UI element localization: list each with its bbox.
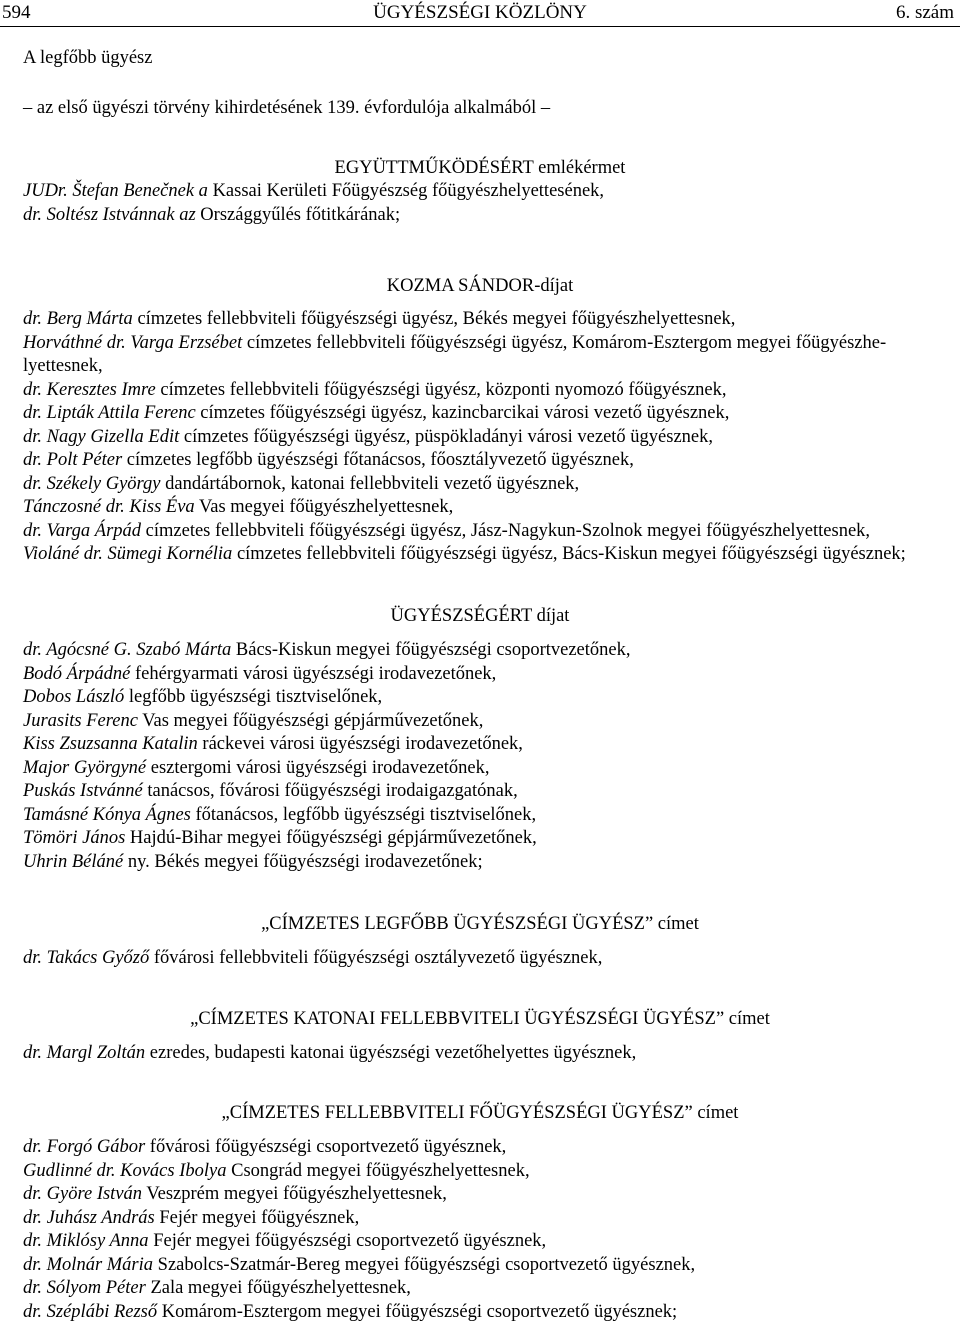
person-name: dr. Takács Győző	[23, 948, 150, 968]
person-name: dr. Széplábi Rezső	[23, 1301, 158, 1322]
section-list	[23, 308, 953, 567]
section-list	[23, 1042, 953, 1066]
section-list	[23, 1136, 953, 1324]
section-list	[23, 180, 953, 227]
journal-title: ÜGYÉSZSÉGI KÖZLÖNY	[373, 2, 587, 23]
list-item	[23, 402, 953, 426]
list-item	[23, 1277, 953, 1301]
list-item	[23, 1207, 953, 1231]
list-item	[23, 543, 953, 567]
list-item	[23, 686, 953, 710]
list-item	[23, 1042, 953, 1066]
person-name: dr. Berg Márta	[23, 309, 133, 329]
list-item	[23, 204, 953, 228]
person-name: dr. Székely György	[23, 473, 161, 494]
item-text: címzetes fellebbviteli főügyészségi ügyész, Bács-Kiskun megyei főügyészségi ügyésznek;	[232, 544, 906, 564]
person-name: dr. Margl Zoltán	[23, 1043, 146, 1063]
section-heading: KOZMA SÁNDOR-díjat	[386, 276, 574, 296]
list-item	[23, 733, 953, 757]
section-heading: EGYÜTTMŰKÖDÉSÉRT emlékérmet	[334, 158, 626, 178]
list-item	[23, 520, 953, 544]
person-name: Bodó Árpádné	[23, 663, 131, 684]
item-text: Bács-Kiskun megyei főügyészségi csoportvezetőnek,	[231, 640, 631, 660]
item-text: címzetes legfőbb ügyészségi főtanácsos, főosztályvezető ügyésznek,	[122, 450, 634, 470]
intro-title: A legfőbb ügyész	[23, 48, 153, 68]
section-heading: „CÍMZETES LEGFŐBB ÜGYÉSZSÉGI ÜGYÉSZ” címet	[261, 914, 699, 934]
intro-subtitle: – az első ügyészi törvény kihirdetésének 139. évfordulója alkalmából –	[23, 98, 551, 118]
item-text: címzetes főügyészségi ügyész, püspökladányi városi vezető ügyésznek,	[179, 426, 713, 447]
item-text: Szabolcs-Szatmár-Bereg megyei főügyészségi csoportvezető ügyésznek,	[153, 1254, 696, 1275]
person-name: Gudlinné dr. Kovács Ibolya	[23, 1160, 227, 1181]
person-name: Tánczosné dr. Kiss Éva	[23, 497, 195, 517]
list-item	[23, 426, 953, 450]
list-item	[23, 473, 953, 497]
item-text: címzetes fellebbviteli főügyészségi ügyész, Komárom-Esztergom megyei főügyészhe-lyettesnek,	[23, 332, 887, 376]
list-item	[23, 710, 953, 734]
list-item	[23, 332, 953, 379]
list-item	[23, 1301, 953, 1325]
item-text: címzetes fellebbviteli főügyészségi ügyész, Békés megyei főügyészhelyettesnek,	[132, 309, 736, 329]
item-text: Fejér megyei főügyésznek,	[154, 1207, 360, 1228]
person-name: Uhrin Béláné	[23, 851, 124, 872]
person-name: Tamásné Kónya Ágnes	[23, 804, 191, 825]
item-text: fővárosi fellebbviteli főügyészségi osztályvezető ügyésznek,	[149, 948, 603, 968]
person-name: Violáné dr. Sümegi Kornélia	[23, 544, 233, 564]
list-item	[23, 639, 953, 663]
item-text: Vas megyei főügyészhelyettesnek,	[194, 497, 454, 517]
list-item	[23, 663, 953, 687]
item-text: tanácsos, fővárosi főügyészségi irodaigazgatónak,	[142, 781, 518, 801]
item-text: címzetes fellebbviteli főügyészségi ügyész, központi nyomozó főügyésznek,	[155, 379, 727, 400]
item-text: ráckevei városi ügyészségi irodavezetőnek,	[197, 734, 523, 754]
item-text: Országgyűlés főtitkárának;	[195, 204, 401, 225]
list-item	[23, 804, 953, 828]
item-text: főtanácsos, legfőbb ügyészségi tisztviselőnek,	[190, 804, 537, 825]
item-text: Kassai Kerületi Főügyészség főügyészhelyettesének,	[207, 181, 605, 201]
item-text: címzetes fellebbviteli főügyészségi ügyész, Jász-Nagykun-Szolnok megyei főügyészhelyettesnek,	[141, 520, 871, 541]
person-name: dr. Polt Péter	[23, 450, 123, 470]
person-name: dr. Sólyom Péter	[23, 1278, 146, 1298]
item-text: Veszprém megyei főügyészhelyettesnek,	[142, 1184, 447, 1204]
list-item	[23, 449, 953, 473]
list-item	[23, 496, 953, 520]
item-text: Komárom-Esztergom megyei főügyészségi csoportvezető ügyésznek;	[157, 1301, 678, 1322]
list-item	[23, 1230, 953, 1254]
section-list	[23, 639, 953, 874]
person-name: dr. Forgó Gábor	[23, 1137, 146, 1157]
list-item	[23, 1136, 953, 1160]
item-text: Zala megyei főügyészhelyettesnek,	[145, 1278, 411, 1298]
person-name: dr. Agócsné G. Szabó Márta	[23, 640, 232, 660]
section-list	[23, 947, 953, 971]
list-item	[23, 379, 953, 403]
item-text: esztergomi városi ügyészségi irodavezetőnek,	[146, 757, 490, 778]
item-text: ezredes, budapesti katonai ügyészségi vezetőhelyettes ügyésznek,	[145, 1043, 637, 1063]
item-text: Hajdú-Bihar megyei főügyészségi gépjárművezetőnek,	[125, 828, 537, 848]
person-name: dr. Molnár Mária	[23, 1254, 154, 1275]
list-item	[23, 1160, 953, 1184]
person-name: dr. Juhász András	[23, 1207, 155, 1228]
section-heading: „CÍMZETES KATONAI FELLEBBVITELI ÜGYÉSZSÉGI ÜGYÉSZ” címet	[190, 1009, 770, 1029]
list-item	[23, 1183, 953, 1207]
item-text: Fejér megyei főügyészségi csoportvezető ügyésznek,	[148, 1231, 547, 1251]
person-name: Tömöri János	[23, 828, 126, 848]
list-item	[23, 827, 953, 851]
issue-number: 6. szám	[895, 2, 954, 23]
page-header	[0, 0, 960, 27]
person-name: dr. Varga Árpád	[23, 520, 142, 541]
list-item	[23, 180, 953, 204]
person-name: Puskás Istvánné	[23, 781, 143, 801]
section-heading: ÜGYÉSZSÉGÉRT díjat	[390, 606, 570, 626]
list-item	[23, 757, 953, 781]
person-name: dr. Miklósy Anna	[23, 1231, 149, 1251]
person-name: dr. Soltész Istvánnak az	[23, 204, 196, 225]
person-name: Horváthné dr. Varga Erzsébet	[23, 332, 243, 353]
person-name: JUDr. Štefan Benečnek a	[23, 181, 208, 201]
item-text: fehérgyarmati városi ügyészségi irodavezetőnek,	[130, 663, 497, 684]
item-text: Vas megyei főügyészségi gépjárművezetőnek,	[137, 710, 484, 731]
item-text: címzetes főügyészségi ügyész, kazincbarcikai városi vezető ügyésznek,	[195, 403, 730, 423]
list-item	[23, 947, 953, 971]
item-text: legfőbb ügyészségi tisztviselőnek,	[124, 687, 383, 707]
person-name: Kiss Zsuzsanna Katalin	[23, 734, 198, 754]
person-name: dr. Nagy Gizella Edit	[23, 426, 180, 447]
item-text: ny. Békés megyei főügyészségi irodavezetőnek;	[123, 851, 483, 872]
list-item	[23, 1254, 953, 1278]
section-heading: „CÍMZETES FELLEBBVITELI FŐÜGYÉSZSÉGI ÜGYÉSZ” címet	[221, 1103, 739, 1123]
page-number: 594	[2, 2, 31, 23]
person-name: dr. Keresztes Imre	[23, 379, 156, 400]
item-text: Csongrád megyei főügyészhelyettesnek,	[226, 1160, 530, 1181]
person-name: dr. Györe István	[23, 1184, 143, 1204]
person-name: Major Györgyné	[23, 757, 147, 778]
list-item	[23, 308, 953, 332]
list-item	[23, 780, 953, 804]
item-text: fővárosi főügyészségi csoportvezető ügyésznek,	[145, 1137, 507, 1157]
person-name: Jurasits Ferenc	[23, 710, 138, 731]
item-text: dandártábornok, katonai fellebbviteli vezető ügyésznek,	[160, 473, 580, 494]
list-item	[23, 851, 953, 875]
person-name: Dobos László	[23, 687, 125, 707]
person-name: dr. Lipták Attila Ferenc	[23, 403, 196, 423]
